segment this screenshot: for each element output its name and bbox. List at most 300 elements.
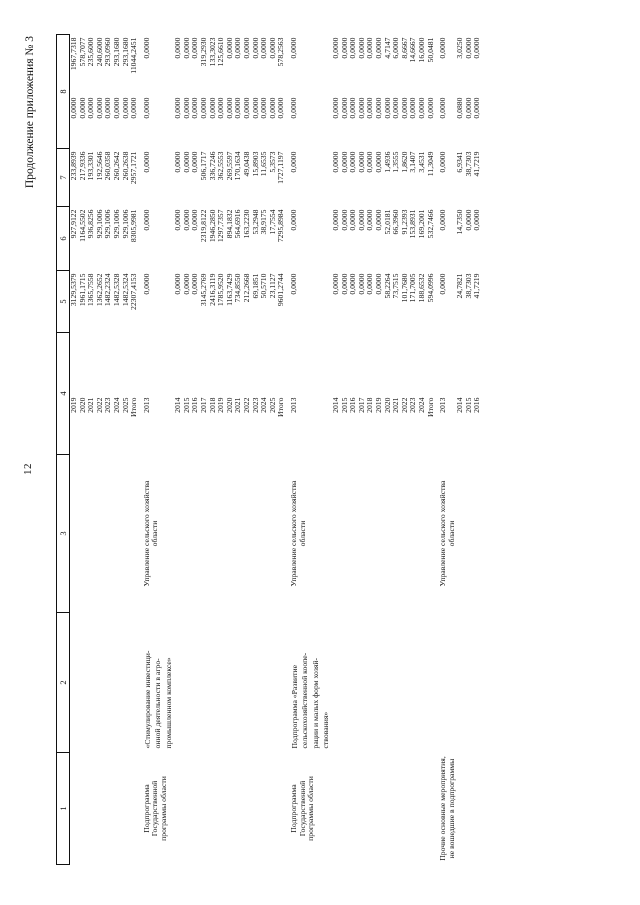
other-cell: 0,0000 [339,37,349,59]
local-cell: 0,0000 [288,97,298,119]
col1-cell [384,753,393,865]
local-cell: 0,0000 [216,97,226,119]
regional-cell: 260,0358 [103,151,113,181]
col3-cell [269,455,278,613]
col2-line: «Стимулирование инвестици- [142,650,152,749]
col1-cell [191,753,200,865]
year-cell: 2023 [408,397,418,413]
federal-cell: 0,0000 [356,209,366,231]
total-cell: 24,7821 [455,273,465,299]
col3-cell [200,455,209,613]
other-cell: 0,0000 [250,37,260,59]
regional-cell: 336,7246 [207,151,217,181]
local-cell: 0,0000 [94,97,104,119]
federal-cell: 52,0181 [382,209,392,235]
table-row [427,35,436,865]
year-cell: 2013 [438,397,448,413]
col1-line: программы области [158,776,168,841]
col2-cell [217,613,226,753]
total-cell: 734,8550 [233,273,243,303]
local-cell: 0,0000 [207,97,217,119]
regional-cell: 233,8939 [69,151,78,181]
regional-cell: 170,1634 [233,151,243,181]
col1-cell [358,753,367,865]
total-cell: 1482,5324 [120,273,130,307]
col2-cell [191,613,200,753]
table-row [277,35,286,865]
other-cell: 0,0000 [259,37,269,59]
regional-cell: 260,2638 [120,151,130,181]
regional-cell: 6,9341 [455,151,465,173]
federal-cell: 0,0000 [288,209,298,231]
col2-cell [418,613,427,753]
regional-cell: 11,3049 [425,151,435,177]
total-cell: 1163,7429 [224,273,234,306]
col1-cell [252,753,261,865]
col2-cell [435,613,456,753]
col2-cell [332,613,341,753]
regional-cell: 15,8903 [250,151,260,177]
col2-cell [234,613,243,753]
col2-cell [122,613,131,753]
col1-cell [435,753,456,865]
regional-cell: 0,0000 [438,151,448,173]
regional-cell: 362,5553 [216,151,226,181]
other-cell: 11044,2451 [129,37,139,74]
column-header-6: 6 [57,207,70,271]
col2-cell [375,613,384,753]
col2-cell [358,613,367,753]
col1-line: Государственной [150,780,160,837]
col3-line: области [297,520,307,547]
col3-cell [104,455,113,613]
federal-cell: 1164,5502 [77,209,87,242]
col1-cell [87,753,96,865]
col3-line: Управление сельского хозяйства [288,480,298,587]
col3-cell [332,455,341,613]
regional-cell: 0,0000 [356,151,366,173]
col3-cell [418,455,427,613]
total-cell: 1362,2652 [94,273,104,307]
local-cell: 0,0000 [348,97,358,119]
other-cell: 240,6000 [94,37,104,67]
col3-cell [375,455,384,613]
col3-cell [130,455,139,613]
col1-cell [260,753,269,865]
total-cell: 101,7680 [399,273,409,303]
year-cell: 2022 [94,397,104,413]
year-cell: Итого [276,397,286,417]
federal-cell: 0,0000 [348,209,358,231]
col1-line: Подпрограмма [288,784,298,833]
federal-cell: 169,2001 [416,209,426,239]
col1-cell [269,753,278,865]
col3-cell [252,455,261,613]
col2-cell [130,613,139,753]
col1-cell [409,753,418,865]
federal-cell: 0,0000 [141,209,151,231]
total-cell: 0,0000 [356,273,366,295]
col3-cell [96,455,105,613]
column-header-3: 3 [57,455,70,613]
year-cell: 2025 [267,397,277,413]
local-cell: 0,0000 [250,97,260,119]
regional-cell: 0,0000 [373,151,383,173]
other-cell: 578,2563 [276,37,286,67]
col2-cell [473,613,482,753]
col1-cell [104,753,113,865]
total-cell: 594,0996 [425,273,435,303]
col1-cell [96,753,105,865]
col3-cell [234,455,243,613]
col2-cell [96,613,105,753]
local-cell: 0,0000 [69,97,78,119]
year-cell: 2023 [103,397,113,413]
total-cell: 1482,5328 [111,273,121,307]
year-cell: 2015 [339,397,349,413]
other-cell: 0,0000 [267,37,277,59]
col2-cell [104,613,113,753]
total-cell: 212,2668 [242,273,251,303]
col3-cell [174,455,183,613]
other-cell: 14,6667 [408,37,418,63]
page-number: 12 [22,463,34,475]
col2-cell [200,613,209,753]
col1-cell [349,753,358,865]
other-cell: 0,0000 [463,37,473,59]
regional-cell: 2957,1721 [129,151,139,185]
col2-cell [456,613,465,753]
regional-cell: 5,3573 [267,151,277,173]
federal-cell: 0,0000 [365,209,375,231]
budget-table [56,35,482,866]
local-cell: 0,0000 [391,97,401,119]
local-cell: 0,0000 [425,97,435,119]
regional-cell: 1,3555 [391,151,401,173]
other-cell: 133,3023 [207,37,217,67]
federal-cell: 2319,8122 [199,209,209,243]
col1-cell [332,753,341,865]
table-row [435,35,456,865]
year-cell: 2021 [391,397,401,413]
col1-cell [234,753,243,865]
col3-line: Управление сельского хозяйства [438,480,448,587]
local-cell: 0,0000 [233,97,243,119]
local-cell: 0,0000 [111,97,121,119]
col1-cell [401,753,410,865]
col1-cell [243,753,252,865]
col2-cell [252,613,261,753]
federal-cell: 153,8931 [408,209,418,239]
year-cell: 2015 [463,397,473,413]
col1-line: Государственной [297,780,307,837]
total-cell: 0,0000 [330,273,340,295]
local-cell: 0,0000 [267,97,277,119]
col2-line: промышленном комплексе» [163,657,173,749]
year-cell: 2014 [455,397,465,413]
other-cell: 0,0000 [330,37,340,59]
local-cell: 0,0000 [103,97,113,119]
regional-cell: 0,0000 [348,151,358,173]
year-cell: 2016 [472,397,482,413]
column-header-7: 7 [57,149,70,207]
regional-cell: 3,4531 [416,151,426,173]
federal-cell: 0,0000 [373,209,383,231]
federal-cell: 929,1006 [120,209,130,239]
col1-cell [418,753,427,865]
col1-cell [183,753,192,865]
total-cell: 0,0000 [373,273,383,295]
col1-line: Прочие основные мероприятия, [438,756,448,861]
other-cell: 6,0000 [391,37,401,59]
col2-cell [70,613,79,753]
col3-cell [341,455,350,613]
col1-cell [341,753,350,865]
year-cell: 2013 [288,397,298,413]
total-cell: 0,0000 [141,273,151,295]
col2-cell [341,613,350,753]
local-cell: 0,0000 [330,97,340,119]
col3-line: области [446,520,456,547]
regional-cell: 49,0438 [242,151,251,177]
col3-cell [139,455,175,613]
other-cell: 0,0000 [224,37,234,59]
other-cell: 0,0000 [373,37,383,59]
year-cell: 2021 [86,397,96,413]
regional-cell: 0,0000 [190,151,200,173]
column-header-4: 4 [57,333,70,455]
total-cell: 0,0000 [339,273,349,295]
federal-cell: 1946,2850 [207,209,217,243]
col2-cell [243,613,252,753]
total-cell: 50,5710 [259,273,269,299]
col1-cell [217,753,226,865]
year-cell: Итого [129,397,139,417]
column-header-2: 2 [57,613,70,753]
federal-cell: 0,0000 [339,209,349,231]
col1-cell [456,753,465,865]
regional-cell: 192,5646 [94,151,104,181]
col2-cell [401,613,410,753]
col3-cell [122,455,131,613]
col1-cell [200,753,209,865]
other-cell: 235,6000 [86,37,96,67]
regional-cell: 269,5597 [224,151,234,181]
col3-cell [183,455,192,613]
year-cell: 2020 [224,397,234,413]
regional-cell: 11,6535 [259,151,269,177]
other-cell: 50,0481 [425,37,435,63]
local-cell: 0,0000 [399,97,409,119]
col1-cell [226,753,235,865]
col3-cell [113,455,122,613]
local-cell: 0,0000 [339,97,349,119]
col3-cell [358,455,367,613]
col3-line: области [150,520,160,547]
regional-cell: 1727,1197 [276,151,286,184]
federal-cell: 894,1832 [224,209,234,239]
col2-cell [366,613,375,753]
other-cell: 0,0000 [173,37,183,59]
col1-cell [286,753,332,865]
year-cell: 2024 [416,397,426,413]
other-cell: 0,0000 [472,37,482,59]
local-cell: 0,0000 [365,97,375,119]
federal-cell: 929,1006 [111,209,121,239]
col1-cell [139,753,175,865]
col2-cell [113,613,122,753]
total-cell: 0,0000 [190,273,200,295]
year-cell: 2016 [348,397,358,413]
col3-cell [217,455,226,613]
regional-cell: 1,4936 [382,151,392,173]
col2-cell [269,613,278,753]
year-cell: 2018 [365,397,375,413]
total-cell: 0,0000 [173,273,183,295]
federal-cell: 8305,9981 [129,209,139,243]
col2-cell [349,613,358,753]
col2-line: Подпрограмма «Развитие [289,664,299,749]
local-cell: 0,0000 [373,97,383,119]
col2-line: рации и малых форм хозяй- [310,657,320,749]
other-cell: 0,0000 [181,37,191,59]
other-cell: 0,0000 [233,37,243,59]
regional-cell: 0,0000 [330,151,340,173]
col2-cell [260,613,269,753]
col1-cell [122,753,131,865]
total-cell: 2416,3119 [207,273,217,306]
col1-cell [427,753,436,865]
federal-cell: 532,7466 [425,209,435,239]
regional-cell: 1,8620 [399,151,409,173]
column-header-5: 5 [57,271,70,333]
year-cell: 2019 [373,397,383,413]
col3-cell [286,455,332,613]
appendix-continuation-note: Продолжение приложения № 3 [24,36,36,189]
federal-cell: 66,3960 [391,209,401,235]
col2-cell [226,613,235,753]
total-cell: 0,0000 [438,273,448,295]
local-cell: 0,0000 [382,97,392,119]
federal-cell: 0,0000 [190,209,200,231]
other-cell: 293,0960 [103,37,113,67]
other-cell: 0,0000 [242,37,251,59]
local-cell: 0,0000 [472,97,482,119]
other-cell: 0,0000 [288,37,298,59]
regional-cell: 0,0000 [288,151,298,173]
total-cell: 3145,2769 [199,273,209,307]
local-cell: 0,0000 [408,97,418,119]
total-cell: 0,0000 [348,273,358,295]
other-cell: 1967,7318 [69,37,78,71]
local-cell: 0,0000 [173,97,183,119]
year-cell: 2019 [216,397,226,413]
table-row [286,35,332,865]
local-cell: 0,0000 [242,97,251,119]
col2-cell [277,613,286,753]
col1-cell [375,753,384,865]
col3-cell [384,455,393,613]
col2-cell [427,613,436,753]
regional-cell: 0,0000 [339,151,349,173]
table-row [130,35,139,865]
year-cell: 2014 [330,397,340,413]
col2-cell [87,613,96,753]
federal-cell: 929,1006 [103,209,113,239]
col3-line: Управление сельского хозяйства [141,480,151,587]
col1-line: не вошедшие в подпрограммы [446,758,456,859]
col1-line: программы области [306,776,316,841]
total-cell: 188,6532 [416,273,426,303]
col3-cell [409,455,418,613]
federal-cell: 17,7554 [267,209,277,235]
total-cell: 69,1851 [250,273,260,299]
federal-cell: 0,0000 [181,209,191,231]
federal-cell: 0,0000 [173,209,183,231]
total-cell: 41,7219 [472,273,482,299]
col3-cell [473,455,482,613]
other-cell: 293,1680 [120,37,130,67]
col3-cell [366,455,375,613]
local-cell: 0,0000 [120,97,130,119]
column-header-1: 1 [57,753,70,865]
federal-cell: 927,9122 [69,209,78,239]
col1-cell [70,753,79,865]
other-cell: 3,0250 [455,37,465,59]
col2-cell [409,613,418,753]
other-cell: 293,1680 [111,37,121,67]
local-cell: 0,0000 [463,97,473,119]
col1-cell [277,753,286,865]
total-cell: 0,0000 [365,273,375,295]
federal-cell: 1297,7357 [216,209,226,243]
other-cell: 578,7077 [77,37,87,67]
col3-cell [435,455,456,613]
year-cell: 2023 [250,397,260,413]
regional-cell: 0,0000 [141,151,151,173]
federal-cell: 14,7350 [455,209,465,235]
year-cell: Итого [425,397,435,417]
year-cell: 2013 [141,397,151,413]
total-cell: 38,7303 [463,273,473,299]
col2-cell [183,613,192,753]
other-cell: 0,0000 [356,37,366,59]
year-cell: 2016 [190,397,200,413]
federal-cell: 0,0000 [463,209,473,231]
federal-cell: 91,2393 [399,209,409,235]
col3-cell [260,455,269,613]
col1-cell [174,753,183,865]
col1-cell [392,753,401,865]
col3-cell [191,455,200,613]
col1-cell [113,753,122,865]
local-cell: 0,0000 [129,97,139,119]
col2-line: ствования» [321,711,331,749]
column-header-row [57,35,70,865]
total-cell: 9601,2744 [276,273,286,307]
regional-cell: 41,7219 [472,151,482,177]
other-cell: 8,6667 [399,37,409,59]
regional-cell: 0,0000 [181,151,191,173]
col3-cell [79,455,88,613]
col2-cell [392,613,401,753]
col3-cell [401,455,410,613]
regional-cell: 38,7303 [463,151,473,177]
total-cell: 1482,2324 [103,273,113,307]
col1-cell [465,753,474,865]
other-cell: 0,0000 [348,37,358,59]
col2-cell [174,613,183,753]
